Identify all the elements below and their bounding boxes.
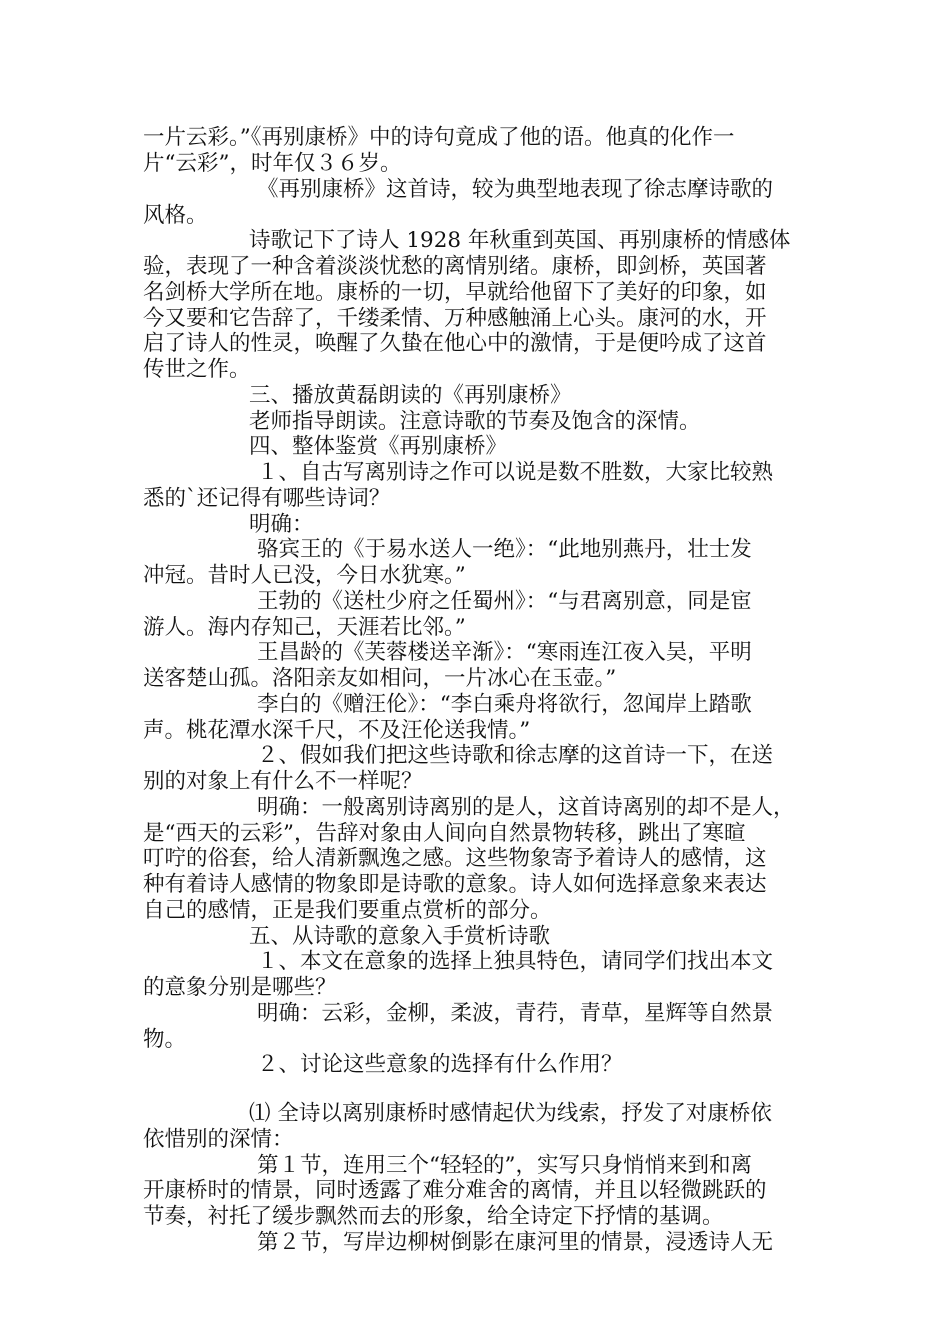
text-line: 明确： (249, 512, 314, 537)
text-line: 王勃的《送杜少府之任蜀州》：“与君离别意，同是宦 (257, 589, 752, 614)
text-line: 风格。 (143, 203, 208, 228)
text-line: 今又要和它告辞了，千缕柔情、万种感触涌上心头。康河的水，开 (143, 306, 767, 331)
text-line: ２、假如我们把这些诗歌和徐志摩的这首诗一下，在送 (257, 743, 774, 768)
text-line: 王昌龄的《芙蓉楼送辛渐》：“寒雨连江夜入吴，平明 (257, 640, 752, 665)
text-line: 节奏，衬托了缓步飘然而去的形象，给全诗定下抒情的基调。 (143, 1204, 724, 1229)
text-line: 第１节，连用三个“轻轻的”，实写只身悄悄来到和离 (257, 1153, 752, 1178)
text-line: 悉的`还记得有哪些诗词？ (143, 486, 391, 511)
text-line: 开康桥时的情景，同时透露了难分难舍的离情，并且以轻微跳跃的 (143, 1178, 767, 1203)
text-line: 依惜别的深情： (143, 1127, 294, 1152)
text-line: 游人。海内存知己，天涯若比邻。” (143, 615, 466, 640)
text-line: 的意象分别是哪些？ (143, 975, 337, 1000)
text-line: 送客楚山孤。洛阳亲友如相问，一片冰心在玉壶。” (143, 666, 617, 691)
text-line: 诗歌记下了诗人 1928 年秋重到英国、再别康桥的情感体 (249, 228, 791, 253)
text-line: 物。 (143, 1027, 187, 1052)
text-line: 一片云彩。”《再别康桥》中的诗句竟成了他的语。他真的化作一 (143, 125, 735, 150)
text-line: 《再别康桥》这首诗，较为典型地表现了徐志摩诗歌的 (257, 177, 774, 202)
text-line: 自己的感情，正是我们要重点赏析的部分。 (143, 898, 552, 923)
section-heading: 五、从诗歌的意象入手赏析诗歌 (249, 924, 551, 949)
text-line: ⑴ 全诗以离别康桥时感情起伏为线索，抒发了对康桥依 (249, 1101, 772, 1126)
text-line: 种有着诗人感情的物象即是诗歌的意象。诗人如何选择意象来表达 (143, 872, 767, 897)
text-line: 启了诗人的性灵，唤醒了久蛰在他心中的激情，于是便吟成了这首 (143, 331, 767, 356)
section-heading: 四、整体鉴赏《再别康桥》 (249, 434, 508, 459)
text-line: 名剑桥大学所在地。康桥的一切，早就给他留下了美好的印象，如 (143, 280, 767, 305)
text-line: 明确：云彩，金柳，柔波，青荇，青草，星辉等自然景 (257, 1001, 774, 1026)
text-line: 声。桃花潭水深千尺，不及汪伦送我情。” (143, 718, 531, 743)
text-line: 骆宾王的《于易水送人一绝》：“此地别燕丹，壮士发 (257, 537, 752, 562)
text-line: 叮咛的俗套，给人清新飘逸之感。这些物象寄予着诗人的感情，这 (143, 846, 767, 871)
text-line: 传世之作。 (143, 357, 251, 382)
text-line: 老师指导朗读。注意诗歌的节奏及饱含的深情。 (249, 409, 701, 434)
text-line: 冲冠。昔时人已没，今日水犹寒。” (143, 563, 466, 588)
text-line: 片“云彩”，时年仅３６岁。 (143, 151, 402, 176)
text-line: 验，表现了一种含着淡淡忧愁的离情别绪。康桥，即剑桥，英国著 (143, 254, 767, 279)
text-line: 别的对象上有什么不一样呢？ (143, 769, 423, 794)
text-line: ２、讨论这些意象的选择有什么作用？ (257, 1052, 623, 1077)
text-line: 明确：一般离别诗离别的是人，这首诗离别的却不是人， (257, 795, 795, 820)
text-line: 是“西天的云彩”，告辞对象由人间向自然景物转移，跳出了寒暄 (143, 821, 746, 846)
text-line: １、自古写离别诗之作可以说是数不胜数，大家比较熟 (257, 460, 774, 485)
text-line: １、本文在意象的选择上独具特色，请同学们找出本文 (257, 949, 774, 974)
section-heading: 三、播放黄磊朗读的《再别康桥》 (249, 383, 572, 408)
text-line: 李白的《赠汪伦》：“李白乘舟将欲行，忽闻岸上踏歌 (257, 692, 752, 717)
text-line: 第２节，写岸边柳树倒影在康河里的情景，浸透诗人无 (257, 1230, 774, 1255)
